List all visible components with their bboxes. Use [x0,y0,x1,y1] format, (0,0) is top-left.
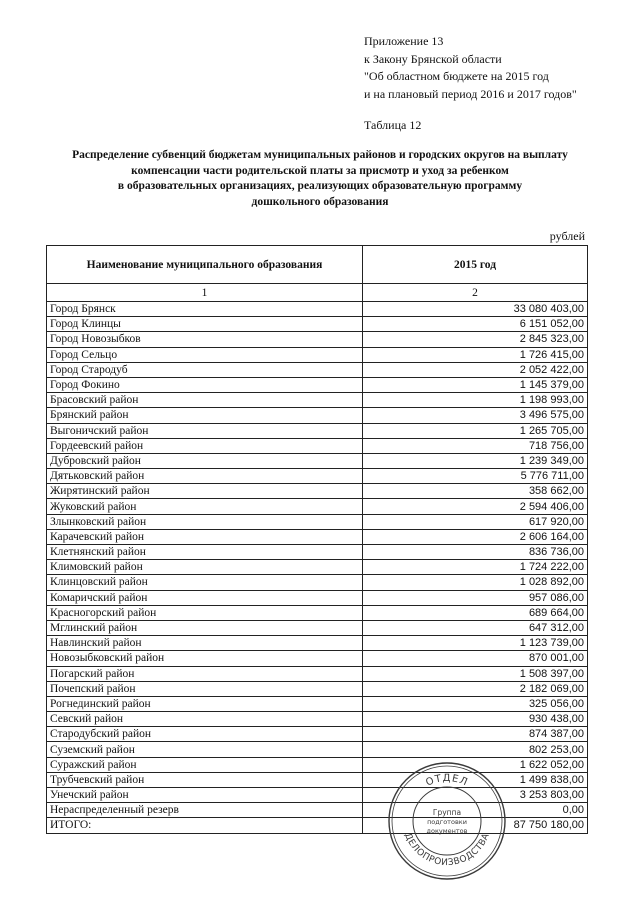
subsidy-amount: 2 182 069,00 [363,681,588,696]
municipality-name: Рогнединский район [47,696,363,711]
table-row [47,423,588,438]
table-row [47,393,588,408]
table-row [47,317,588,332]
subsidy-amount: 689 664,00 [363,605,588,620]
municipality-name: Севский район [47,712,363,727]
municipality-name: Город Новозыбков [47,332,363,347]
municipality-name: Комаричский район [47,590,363,605]
table-row [47,818,588,833]
subsidy-amount: 1 499 838,00 [363,772,588,787]
subsidy-amount: 358 662,00 [363,484,588,499]
municipality-name: Дубровский район [47,453,363,468]
subsidy-table [46,245,588,834]
municipality-name: Мглинский район [47,620,363,635]
subsidy-amount: 1 028 892,00 [363,575,588,590]
municipality-name: Гордеевский район [47,438,363,453]
subsidy-amount: 0,00 [363,803,588,818]
appendix-line-4: и на плановый период 2016 и 2017 годов" [364,86,577,101]
municipality-name: Выгоничский район [47,423,363,438]
subsidy-amount: 2 052 422,00 [363,362,588,377]
municipality-name: Суражский район [47,757,363,772]
header-year: 2015 год [363,246,588,284]
subsidy-amount: 5 776 711,00 [363,469,588,484]
subsidy-amount: 930 438,00 [363,712,588,727]
table-row [47,302,588,317]
municipality-name: Город Сельцо [47,347,363,362]
subsidy-amount: 1 508 397,00 [363,666,588,681]
stamp-center-line-2: подготовки [427,818,467,826]
title-line-4: дошкольного образования [251,195,389,208]
municipality-name: Жуковский район [47,499,363,514]
subsidy-amount: 957 086,00 [363,590,588,605]
appendix-block [364,33,577,103]
table-row [47,347,588,362]
document-title [20,148,620,210]
table-row [47,438,588,453]
table-row [47,742,588,757]
subsidy-amount: 1 622 052,00 [363,757,588,772]
table-row [47,788,588,803]
table-body [47,302,588,834]
subsidy-amount: 2 594 406,00 [363,499,588,514]
subsidy-amount: 617 920,00 [363,514,588,529]
municipality-name: Злынковский район [47,514,363,529]
municipality-name: Жирятинский район [47,484,363,499]
table-row [47,469,588,484]
subsidy-amount: 647 312,00 [363,620,588,635]
title-line-2: компенсации части родительской платы за присмотр и уход за ребенком [131,164,509,177]
stamp-bottom-word: ДЕЛОПРОИЗВОДСТВА [402,831,492,869]
table-row [47,590,588,605]
stamp-center-line-1: Группа [432,808,462,817]
stamp-center-line-3: документов [426,827,468,835]
municipality-name: Новозыбковский район [47,651,363,666]
municipality-name: Навлинский район [47,636,363,651]
table-row [47,377,588,392]
subsidy-amount: 325 056,00 [363,696,588,711]
municipality-name: Клетнянский район [47,545,363,560]
currency-unit: рублей [549,229,585,243]
municipality-name: Город Стародуб [47,362,363,377]
table-row [47,575,588,590]
municipality-name: Трубчевский район [47,772,363,787]
subsidy-amount: 2 606 164,00 [363,529,588,544]
municipality-name: Карачевский район [47,529,363,544]
subsidy-amount: 1 198 993,00 [363,393,588,408]
subsidy-amount: 2 845 323,00 [363,332,588,347]
table-row [47,666,588,681]
table-row [47,408,588,423]
municipality-name: Клинцовский район [47,575,363,590]
municipality-name: Почепский район [47,681,363,696]
table-row [47,696,588,711]
table-row [47,605,588,620]
municipality-name: Брасовский район [47,393,363,408]
table-row [47,514,588,529]
table-number-label: Таблица 12 [364,118,422,132]
table-row [47,560,588,575]
table-row [47,803,588,818]
appendix-line-2: к Закону Брянской области [364,51,502,66]
municipality-name: Унечский район [47,788,363,803]
subsidy-amount: 870 001,00 [363,651,588,666]
municipality-name: Дятьковский район [47,469,363,484]
subsidy-amount: 802 253,00 [363,742,588,757]
table-row [47,757,588,772]
column-number-1: 1 [47,284,363,302]
subsidy-amount: 3 253 803,00 [363,788,588,803]
subsidy-amount: 1 239 349,00 [363,453,588,468]
table-row [47,499,588,514]
subsidy-amount: 1 123 739,00 [363,636,588,651]
municipality-name: ИТОГО: [47,818,363,833]
municipality-name: Суземский район [47,742,363,757]
municipality-name: Погарский район [47,666,363,681]
municipality-name: Город Клинцы [47,317,363,332]
appendix-line-1: Приложение 13 [364,34,444,48]
title-line-3: в образовательных организациях, реализующих образовательную программу [117,180,523,192]
municipality-name: Нераспределенный резерв [47,803,363,818]
table-row [47,620,588,635]
table-row [47,636,588,651]
appendix-line-3: "Об областном бюджете на 2015 год [364,69,549,83]
table-row [47,453,588,468]
municipality-name: Брянский район [47,408,363,423]
subsidy-amount: 718 756,00 [363,438,588,453]
municipality-name: Климовский район [47,560,363,575]
subsidy-amount: 6 151 052,00 [363,317,588,332]
table-row [47,681,588,696]
table-row [47,772,588,787]
subsidy-amount: 874 387,00 [363,727,588,742]
title-line-1: Распределение субвенций бюджетам муниципальных районов и городских округов на выплату [72,149,568,161]
subsidy-amount: 1 726 415,00 [363,347,588,362]
header-municipality: Наименование муниципального образования [47,246,363,284]
subsidy-amount: 1 145 379,00 [363,377,588,392]
subsidy-amount: 33 080 403,00 [363,302,588,317]
table-row [47,529,588,544]
table-row [47,545,588,560]
table-row [47,332,588,347]
subsidy-amount: 836 736,00 [363,545,588,560]
column-number-2: 2 [363,284,588,302]
table-row [47,712,588,727]
table-row [47,727,588,742]
stamp-top-word: ОТДЕЛ [424,772,470,789]
table-row [47,651,588,666]
column-number-row [47,284,588,302]
table-row [47,484,588,499]
municipality-name: Город Фокино [47,377,363,392]
municipality-name: Красногорский район [47,605,363,620]
municipality-name: Стародубский район [47,727,363,742]
subsidy-amount: 3 496 575,00 [363,408,588,423]
municipality-name: Город Брянск [47,302,363,317]
subsidy-amount: 87 750 180,00 [363,818,588,833]
subsidy-amount: 1 265 705,00 [363,423,588,438]
table-header-row [47,246,588,284]
table-row [47,362,588,377]
subsidy-amount: 1 724 222,00 [363,560,588,575]
